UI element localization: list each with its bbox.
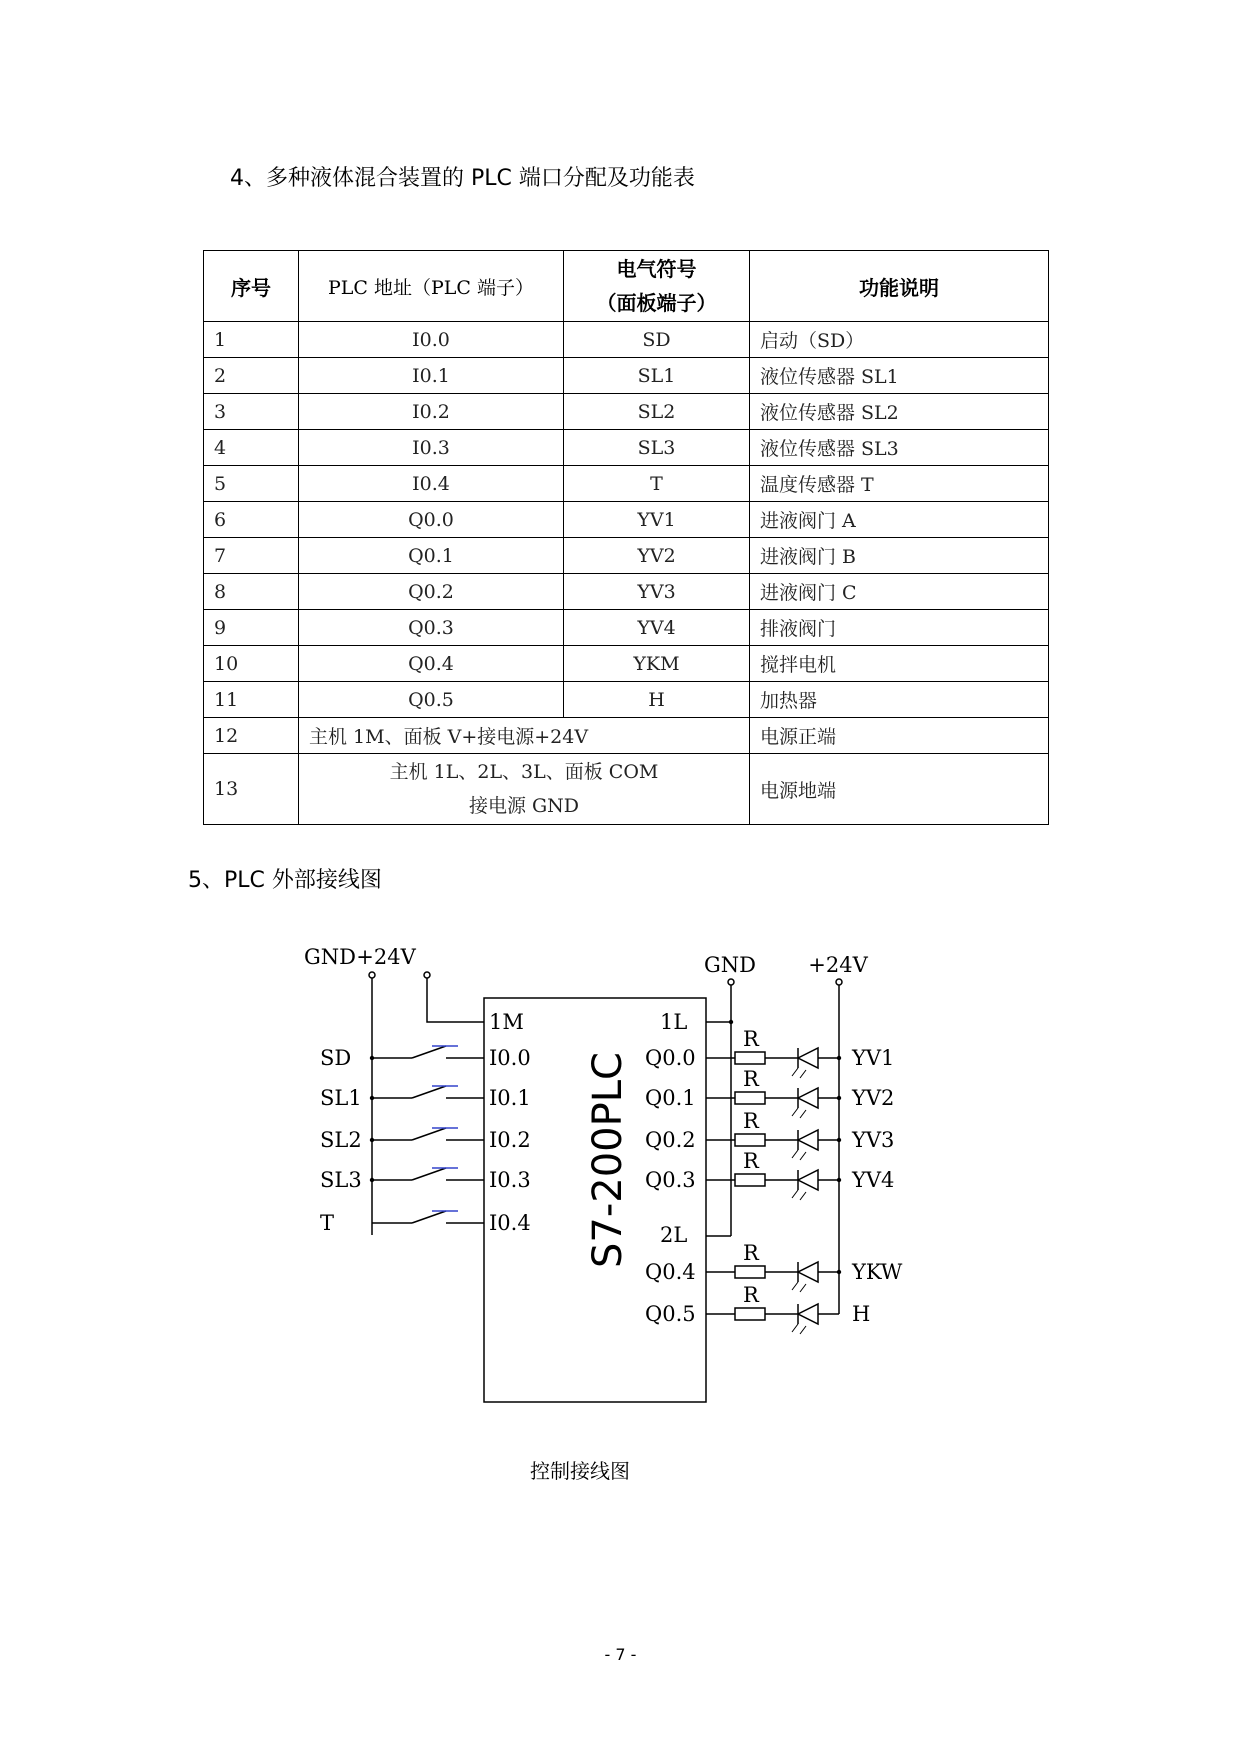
terminal-2l: 2L [660,1223,688,1247]
led-diode-icon [798,1304,818,1324]
led-emission-arrow-icon [792,1190,798,1198]
cell-symbol: SL1 [564,358,750,394]
table-row [204,538,1049,574]
cell-function: 加热器 [750,682,1049,718]
switch-contact [412,1086,446,1098]
led-diode-icon [798,1130,818,1150]
junction-dot [837,1178,841,1182]
output-terminal-label: Q0.0 [645,1046,696,1070]
led-emission-arrow-icon [792,1108,798,1116]
input-device-label: SL2 [320,1128,362,1152]
resistor-icon [735,1052,765,1064]
output-device-label: YV2 [852,1086,895,1110]
output-circuits [645,1027,903,1334]
cell-address: Q0.3 [299,610,564,646]
input-device-label: SL3 [320,1168,362,1192]
output-device-label: YV1 [852,1046,895,1070]
header-function: 功能说明 [750,251,1049,322]
section-5-heading: 5、PLC 外部接线图 [188,868,382,893]
header-plc-address: PLC 地址（PLC 端子） [299,251,564,322]
cell-seq: 10 [204,646,299,682]
input-terminal-label: I0.1 [489,1086,531,1110]
table-row [204,754,1049,825]
resistor-label: R [743,1027,759,1051]
cell-symbol: YKM [564,646,750,682]
switch-contact [412,1046,446,1058]
led-diode-icon [798,1088,818,1108]
junction-dot [837,1056,841,1060]
cell-seq: 11 [204,682,299,718]
cell-seq: 6 [204,502,299,538]
input-device-label: T [320,1211,335,1235]
row13-desc-line1: 主机 1L、2L、3L、面板 COM [389,761,659,783]
input-device-label: SL1 [320,1086,362,1110]
plc-wiring-diagram [300,940,980,1430]
output-terminal-label: Q0.3 [645,1168,696,1192]
cell-symbol: YV3 [564,574,750,610]
table-row [204,430,1049,466]
cell-seq: 4 [204,430,299,466]
output-terminal-label: Q0.2 [645,1128,696,1152]
led-emission-arrow-icon [800,1110,806,1118]
row12-func: 电源正端 [750,718,1049,754]
resistor-label: R [743,1149,759,1173]
led-diode-icon [798,1262,818,1282]
led-emission-arrow-icon [800,1284,806,1292]
row12-seq: 12 [204,718,299,754]
cell-seq: 7 [204,538,299,574]
right-24v-terminal [836,979,842,985]
output-device-label: YV4 [852,1168,895,1192]
cell-symbol: SL3 [564,430,750,466]
output-device-label: YKW [852,1260,903,1284]
table-row [204,466,1049,502]
table-header-row [204,251,1049,322]
cell-address: I0.3 [299,430,564,466]
cell-address: I0.4 [299,466,564,502]
cell-address: Q0.2 [299,574,564,610]
page-number: - 7 - [604,1645,637,1664]
output-terminal-label: Q0.4 [645,1260,696,1284]
resistor-icon [735,1134,765,1146]
led-emission-arrow-icon [792,1068,798,1076]
terminal-1m: 1M [489,1010,524,1034]
cell-function: 搅拌电机 [750,646,1049,682]
row12-desc: 主机 1M、面板 V+接电源+24V [299,718,750,754]
input-terminal-label: I0.0 [489,1046,531,1070]
cell-function: 进液阀门 A [750,502,1049,538]
cell-function: 进液阀门 C [750,574,1049,610]
right-gnd-label: GND [704,953,756,977]
cell-address: I0.0 [299,322,564,358]
led-diode-icon [798,1048,818,1068]
cell-function: 液位传感器 SL3 [750,430,1049,466]
led-emission-arrow-icon [800,1192,806,1200]
led-emission-arrow-icon [792,1282,798,1290]
header-symbol-line2: （面板端子） [596,291,717,315]
cell-symbol: H [564,682,750,718]
table-body [204,322,1049,718]
header-seq: 序号 [204,251,299,322]
cell-symbol: SL2 [564,394,750,430]
cell-seq: 9 [204,610,299,646]
right-24v-label: +24V [808,953,868,977]
cell-symbol: YV4 [564,610,750,646]
diagram-caption: 控制接线图 [530,1459,630,1483]
table-row [204,646,1049,682]
output-device-label: H [852,1302,871,1326]
junction-dot [837,1138,841,1142]
row13-desc [299,754,750,825]
led-emission-arrow-icon [800,1326,806,1334]
resistor-label: R [743,1283,759,1307]
input-terminal-label: I0.4 [489,1211,531,1235]
resistor-label: R [743,1241,759,1265]
row13-desc-line2: 接电源 GND [468,795,580,817]
header-symbol-line1: 电气符号 [616,257,697,281]
cell-address: I0.1 [299,358,564,394]
cell-function: 排液阀门 [750,610,1049,646]
row13-seq: 13 [204,754,299,825]
cell-function: 进液阀门 B [750,538,1049,574]
cell-address: Q0.5 [299,682,564,718]
port-allocation-table [203,250,1049,825]
resistor-icon [735,1092,765,1104]
resistor-icon [735,1266,765,1278]
left-24v-terminal [424,972,430,978]
table-row [204,394,1049,430]
input-device-label: SD [320,1046,352,1070]
switch-contact [412,1168,446,1180]
led-emission-arrow-icon [792,1150,798,1158]
table-row [204,574,1049,610]
input-terminal-label: I0.3 [489,1168,531,1192]
resistor-icon [735,1174,765,1186]
output-device-label: YV3 [852,1128,895,1152]
cell-seq: 5 [204,466,299,502]
section-4-heading: 4、多种液体混合装置的 PLC 端口分配及功能表 [230,166,695,191]
junction-dot [837,1096,841,1100]
cell-function: 启动（SD） [750,322,1049,358]
table-row [204,358,1049,394]
switch-contact [412,1211,446,1223]
led-diode-icon [798,1170,818,1190]
left-gnd-label: GND [304,945,356,969]
cell-function: 液位传感器 SL2 [750,394,1049,430]
resistor-icon [735,1308,765,1320]
table-row [204,502,1049,538]
terminal-1l: 1L [660,1010,688,1034]
cell-seq: 3 [204,394,299,430]
cell-address: Q0.1 [299,538,564,574]
row13-func: 电源地端 [750,754,1049,825]
input-circuits [320,1046,531,1235]
plc-model-label: S7-200PLC [585,1052,631,1268]
table-row [204,322,1049,358]
switch-contact [412,1128,446,1140]
left-gnd-terminal [369,972,375,978]
junction-dot [837,1270,841,1274]
header-symbol [564,251,750,322]
output-terminal-label: Q0.5 [645,1302,696,1326]
input-terminal-label: I0.2 [489,1128,531,1152]
led-emission-arrow-icon [800,1070,806,1078]
table-row [204,682,1049,718]
cell-address: I0.2 [299,394,564,430]
cell-address: Q0.4 [299,646,564,682]
cell-symbol: SD [564,322,750,358]
junction-1l [729,1020,733,1024]
left-24v-label: +24V [356,945,416,969]
cell-seq: 8 [204,574,299,610]
cell-symbol: YV2 [564,538,750,574]
cell-symbol: T [564,466,750,502]
wire-24v-to-1m [427,978,484,1022]
resistor-label: R [743,1109,759,1133]
cell-symbol: YV1 [564,502,750,538]
cell-function: 温度传感器 T [750,466,1049,502]
cell-seq: 2 [204,358,299,394]
resistor-label: R [743,1067,759,1091]
table-row [204,610,1049,646]
led-emission-arrow-icon [792,1324,798,1332]
table-row [204,718,1049,754]
cell-address: Q0.0 [299,502,564,538]
cell-seq: 1 [204,322,299,358]
right-gnd-terminal [728,979,734,985]
cell-function: 液位传感器 SL1 [750,358,1049,394]
led-emission-arrow-icon [800,1152,806,1160]
output-terminal-label: Q0.1 [645,1086,696,1110]
